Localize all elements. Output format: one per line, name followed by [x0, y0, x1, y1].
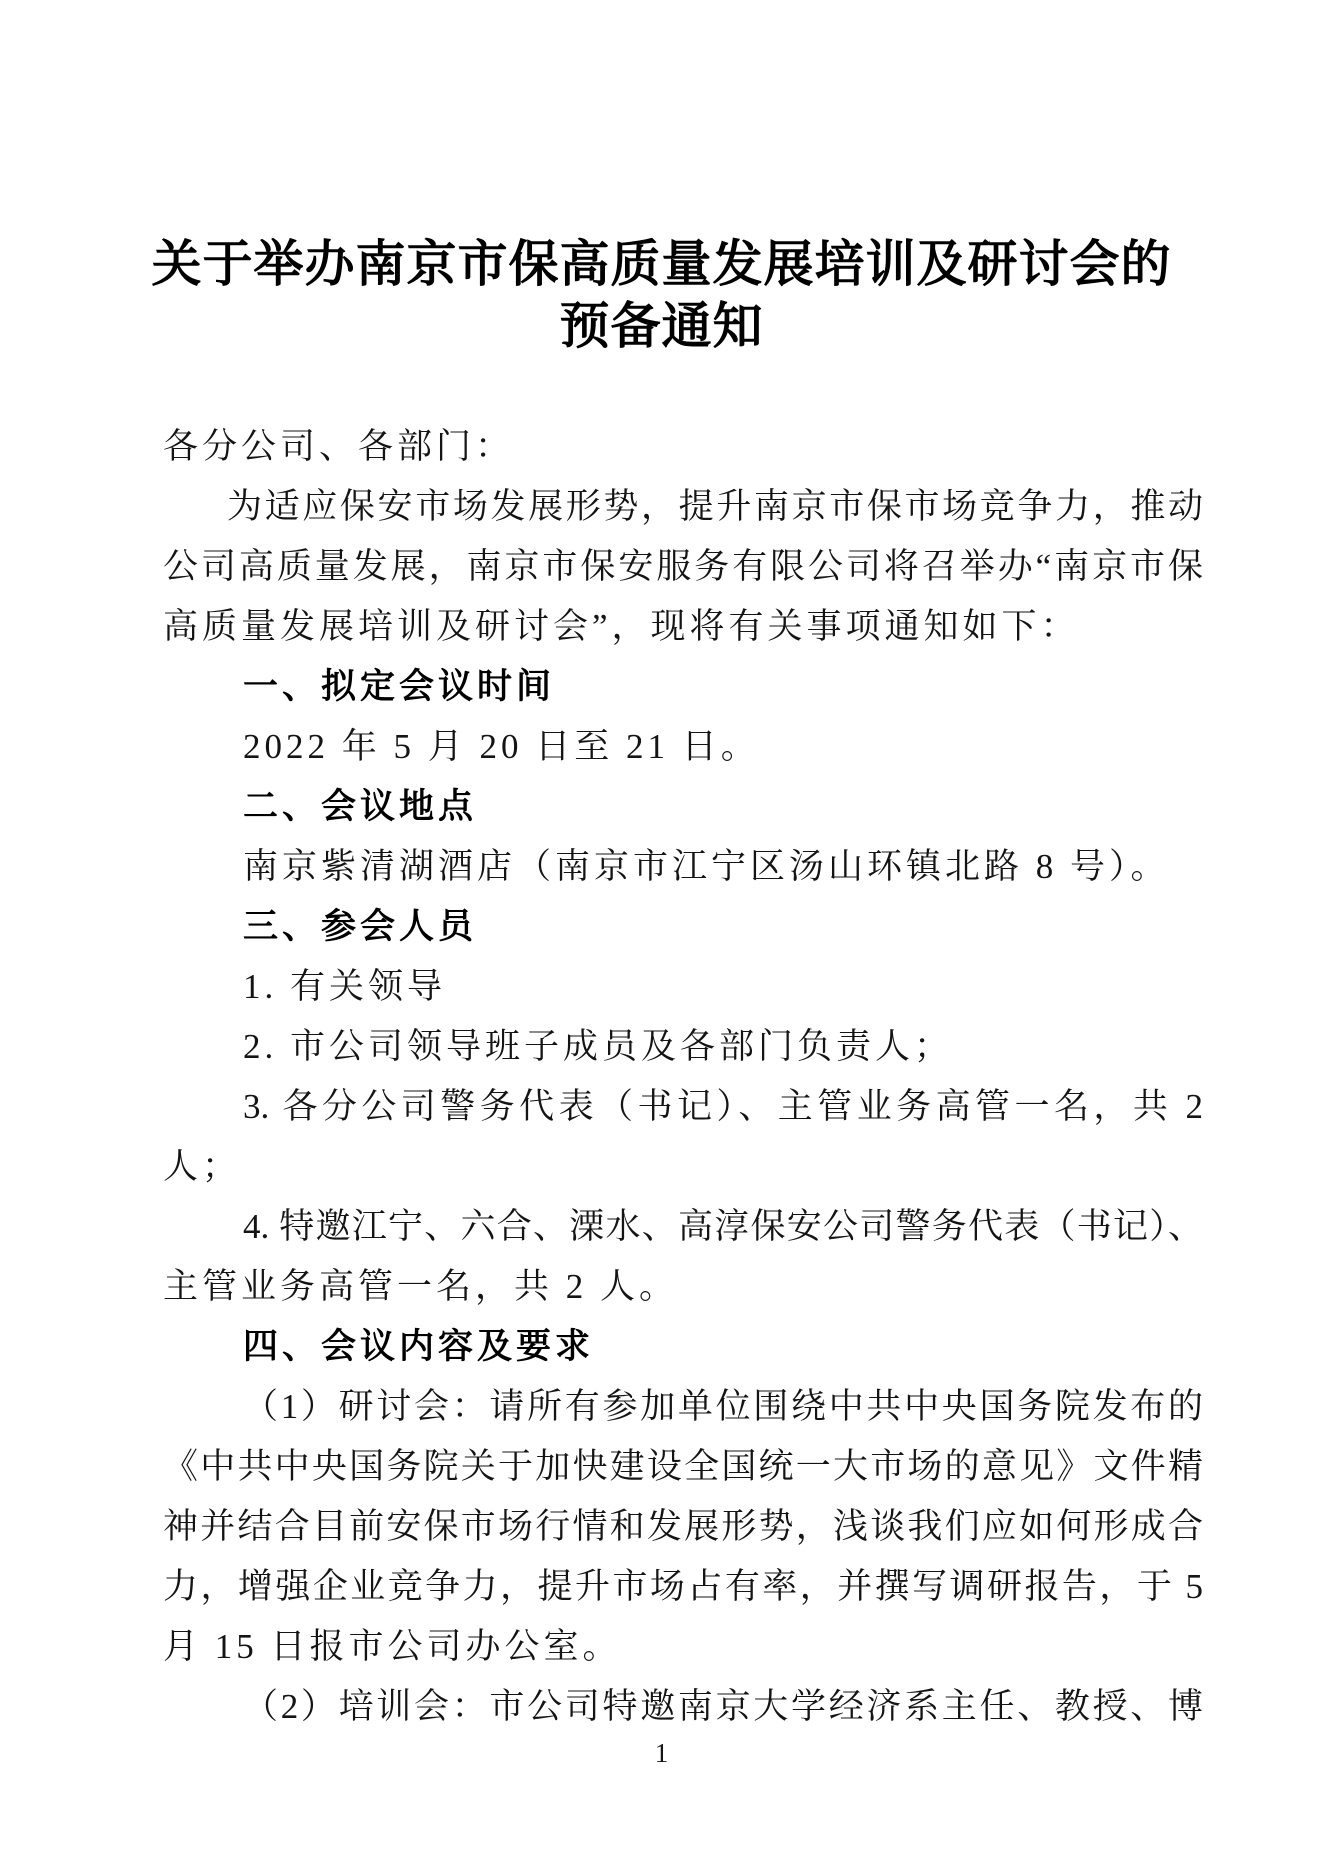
body-line: 《中共中央国务院关于加快建设全国统一大市场的意见》文件精	[163, 1447, 1203, 1486]
body-line: 4. 特邀江宁、六合、溧水、高淳保安公司警务代表（书记）、	[243, 1207, 1203, 1246]
body-line: 高质量发展培训及研讨会”，现将有关事项通知如下：	[163, 607, 1080, 646]
body-line: 神并结合目前安保市场行情和发展形势，浅谈我们应如何形成合	[163, 1507, 1203, 1546]
title-line-2: 预备通知	[559, 298, 764, 354]
title-line-1: 关于举办南京市保高质量发展培训及研讨会的	[151, 236, 1172, 292]
body-line: 人；	[163, 1147, 242, 1186]
body-line: 力，增强企业竞争力，提升市场占有率，并撰写调研报告，于 5	[163, 1567, 1203, 1606]
body-line: 月 15 日报市公司办公室。	[163, 1627, 622, 1666]
body-line: （1）研讨会：请所有参加单位围绕中共中央国务院发布的	[243, 1387, 1203, 1426]
body-line: 1. 有关领导	[243, 967, 447, 1006]
body-line: 三、参会人员	[243, 907, 478, 946]
body-line: 二、会议地点	[243, 787, 478, 826]
body-line: 各分公司、各部门：	[163, 427, 515, 466]
body-line: 2. 市公司领导班子成员及各部门负责人；	[243, 1027, 954, 1066]
document-body	[163, 417, 1203, 1737]
body-line: 3. 各分公司警务代表（书记）、主管业务高管一名，共 2	[243, 1087, 1203, 1126]
body-line: 为适应保安市场发展形势，提升南京市保市场竞争力，推动	[227, 487, 1203, 526]
body-line: 主管业务高管一名，共 2 人。	[163, 1267, 679, 1306]
body-line: 一、拟定会议时间	[243, 667, 556, 706]
body-line: 公司高质量发展，南京市保安服务有限公司将召举办“南京市保	[163, 547, 1203, 586]
document-title	[0, 233, 1323, 357]
body-line: （2）培训会：市公司特邀南京大学经济系主任、教授、博	[243, 1687, 1203, 1726]
page-number: 1	[654, 1738, 669, 1768]
body-line: 2022 年 5 月 20 日至 21 日。	[243, 727, 760, 766]
body-line: 南京紫清湖酒店（南京市江宁区汤山环镇北路 8 号）。	[243, 847, 1170, 886]
body-line: 四、会议内容及要求	[243, 1327, 595, 1366]
